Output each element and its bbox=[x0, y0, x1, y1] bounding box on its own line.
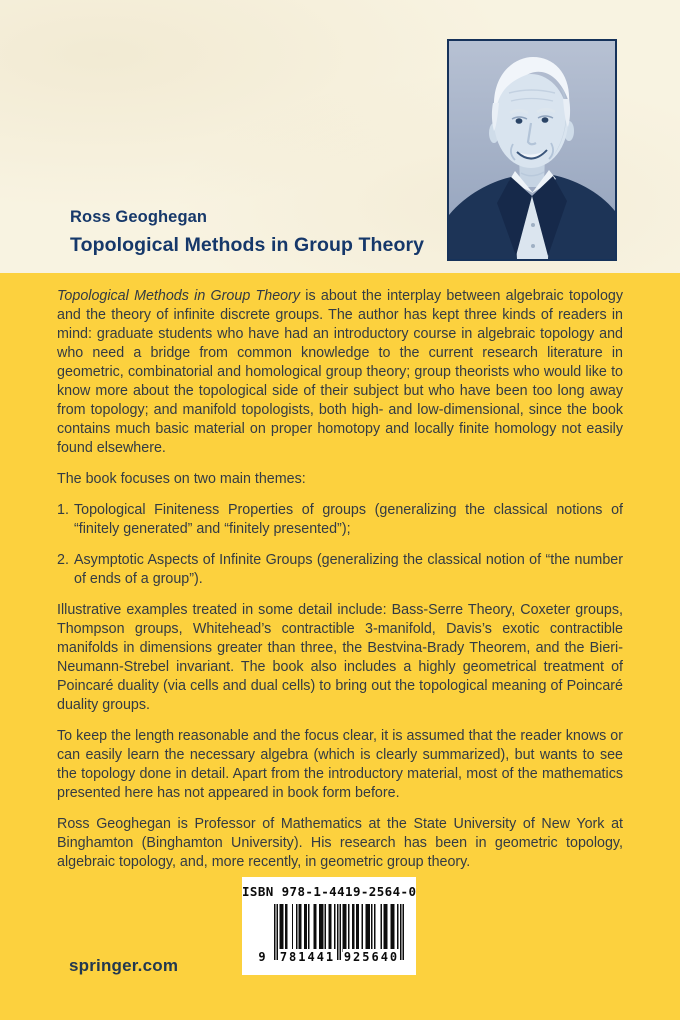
barcode-digit-center: 781441 bbox=[279, 950, 336, 964]
barcode-digit-left: 9 bbox=[254, 949, 270, 965]
author-photo bbox=[447, 39, 617, 261]
isbn-barcode bbox=[242, 877, 416, 975]
theme-number-2: 2. bbox=[57, 552, 69, 568]
theme-item-1 bbox=[57, 501, 623, 539]
blurb-paragraph-1-text: is about the interplay between algebraic topology and the theory of infinite discrete groups. The author has kept three kinds of readers in mind: graduate students who have had an introductory course in algebraic topology and who need a bridge from common knowledge to the current research literature in geometric, combinatorial and homological group theory; group theorists who would like to know more about the topological side of their subject but who have been too long away from topology; and manifold topologists, both high- and low-dimensional, since the book contains much basic material on proper homotopy and locally finite homology not easily found elsewhere. bbox=[57, 288, 624, 456]
book-title: Topological Methods in Group Theory bbox=[70, 234, 425, 256]
italic-book-title-span: Topological Methods in Group Theory bbox=[57, 288, 301, 304]
springer-url: springer.com bbox=[69, 956, 179, 975]
themes-intro: The book focuses on two main themes: bbox=[57, 471, 306, 487]
theme-text-1: Topological Finiteness Properties of groups (generalizing the classical notions of “finitely generated” and “finitely presented”); bbox=[74, 502, 623, 537]
examples-paragraph: Illustrative examples treated in some detail include: Bass-Serre Theory, Coxeter groups, Thompson groups, Whitehead’s contractible 3-manifold, Davis’s exotic contractible manifolds in dimensions greater than three, the Bestvina-Brady Theorem, and the Bieri-Neumann-Strebel invariant. The book also includes a highly geometrical treatment of Poincaré duality (via cells and dual cells) to bring out the topological meaning of Poincaré duality groups. bbox=[57, 602, 623, 713]
author-portrait-image bbox=[449, 41, 615, 259]
barcode-digit-right: 925640 bbox=[343, 950, 400, 964]
reader-paragraph: To keep the length reasonable and the focus clear, it is assumed that the reader knows or can easily learn the necessary algebra (which is clearly summarized), but wants to see the topology done in detail. Apart from the introductory material, most of the mathematics presented here has not appeared in book form before. bbox=[57, 728, 623, 801]
blurb-section bbox=[57, 287, 623, 884]
bio-paragraph: Ross Geoghegan is Professor of Mathematics at the State University of New York at Binghamton (Binghamton University). His research has been in geometric topology, algebraic topology, and, more recently, in geometric group theory. bbox=[57, 816, 623, 870]
blurb-paragraph-1 bbox=[57, 287, 623, 458]
theme-item-2 bbox=[57, 551, 623, 589]
theme-number-1: 1. bbox=[57, 502, 69, 518]
isbn-label: ISBN 978-1-4419-2564-0 bbox=[242, 884, 417, 899]
header-section bbox=[0, 0, 680, 273]
theme-text-2: Asymptotic Aspects of Infinite Groups (generalizing the classical notion of “the number of ends of a group”). bbox=[74, 552, 623, 587]
author-name: Ross Geoghegan bbox=[70, 208, 208, 226]
